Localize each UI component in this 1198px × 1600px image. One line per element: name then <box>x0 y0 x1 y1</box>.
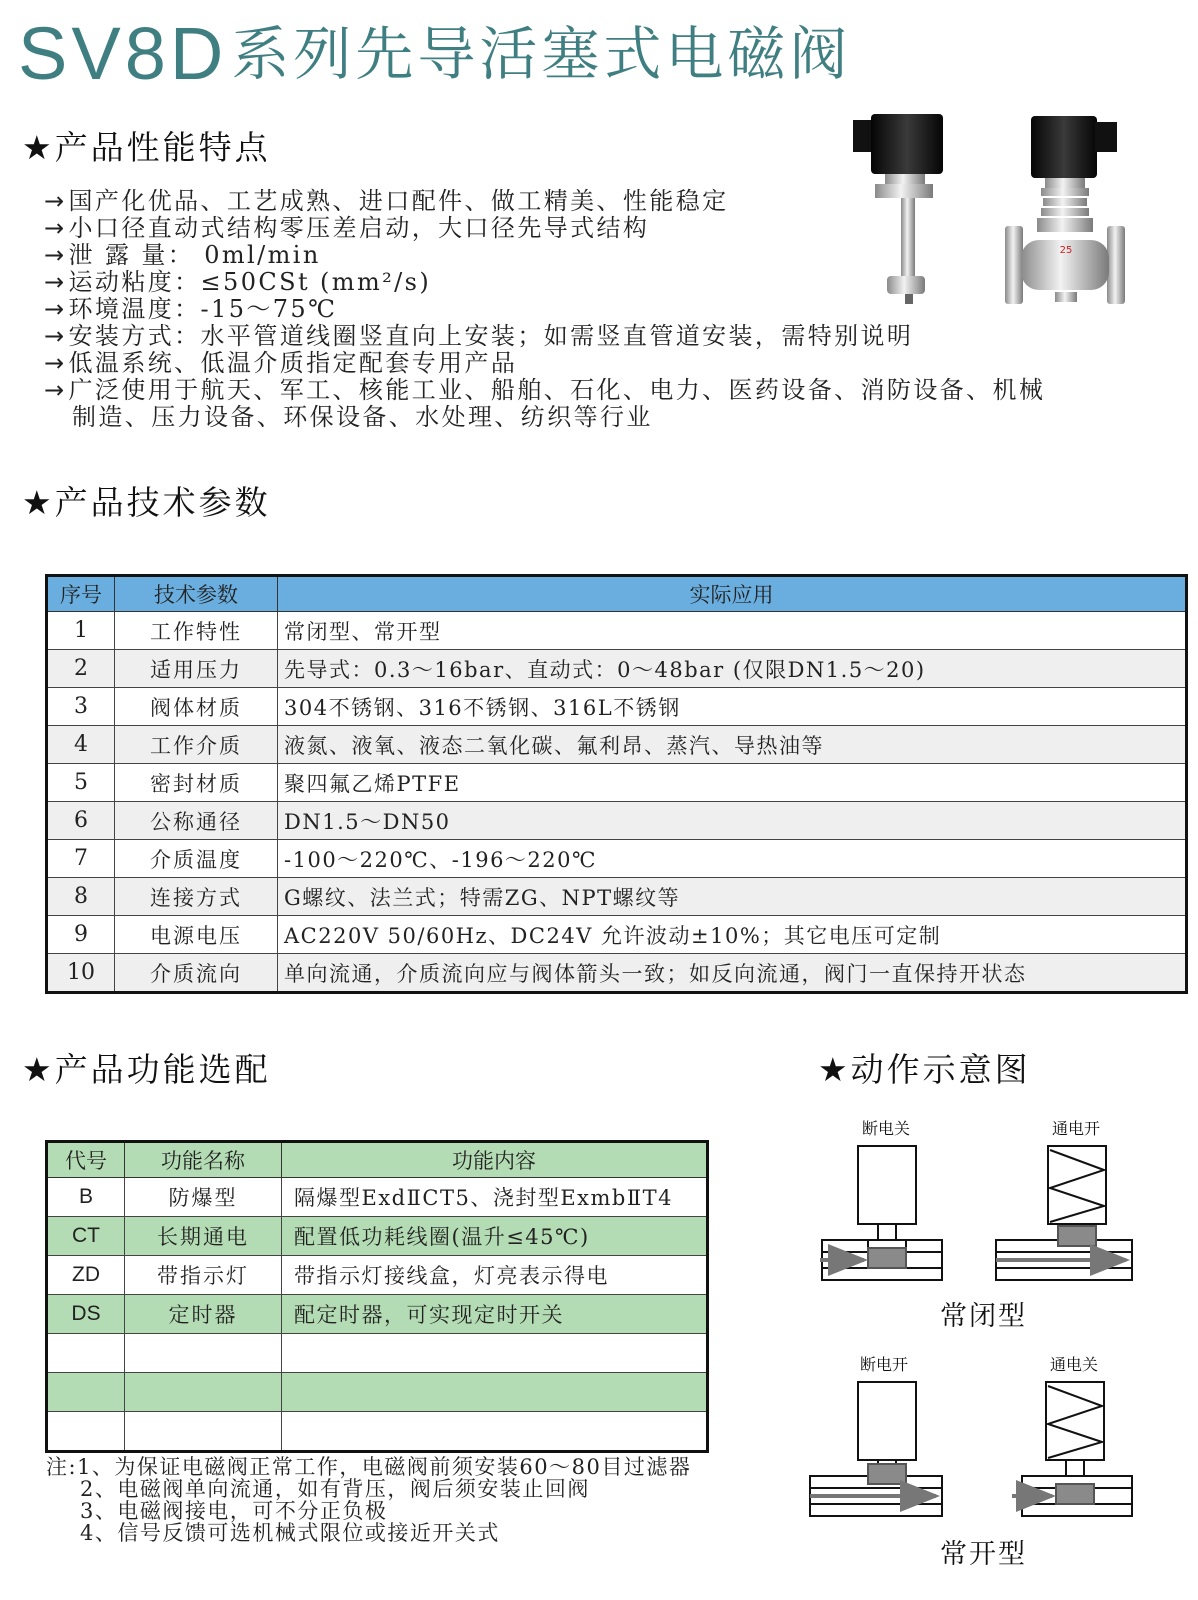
arrow-icon: → <box>44 187 67 215</box>
note-item: 3、电磁阀接电，可不分正负极 <box>80 1499 388 1523</box>
arrow-icon: → <box>44 376 67 404</box>
normally-closed-label: 常闭型 <box>940 1301 1027 1332</box>
section-features-heading: ★产品性能特点 <box>22 128 271 167</box>
table-row: 9 电源电压 AC220V 50/60Hz、DC24V 允许波动±10%；其它电压可定制 <box>47 916 1187 954</box>
arrow-icon: → <box>44 241 67 269</box>
feature-item-continuation: 制造、压力设备、环保设备、水处理、纺织等行业 <box>72 403 653 431</box>
table-row <box>47 1334 708 1373</box>
model-code: SV8D <box>18 12 228 95</box>
feature-item: →泄 露 量： 0ml/min <box>44 241 321 269</box>
table-row <box>47 1373 708 1412</box>
col-header-code: 代号 <box>47 1142 125 1178</box>
no-off-label: 断电开 <box>860 1355 909 1374</box>
table-row: 7 介质温度 -100～220℃、-196～220℃ <box>47 840 1187 878</box>
table-row: 8 连接方式 G螺纹、法兰式；特需ZG、NPT螺纹等 <box>47 878 1187 916</box>
col-header-name: 功能名称 <box>125 1142 282 1178</box>
feature-item: →广泛使用于航天、军工、核能工业、船舶、石化、电力、医药设备、消防设备、机械 <box>44 376 1046 404</box>
table-row: B 防爆型 隔爆型ExdⅡCT5、浇封型ExmbⅡT4 <box>47 1178 708 1217</box>
table-row: CT 长期通电 配置低功耗线圈(温升≤45℃) <box>47 1217 708 1256</box>
table-row: ZD 带指示灯 带指示灯接线盒，灯亮表示得电 <box>47 1256 708 1295</box>
section-action-heading: ★动作示意图 <box>818 1050 1031 1089</box>
table-header-row <box>47 1142 708 1178</box>
feature-item: →安装方式：水平管道线圈竖直向上安装；如需竖直管道安装，需特别说明 <box>44 322 914 350</box>
nc-off-label: 断电关 <box>862 1119 911 1138</box>
nc-on-label: 通电开 <box>1052 1119 1101 1138</box>
options-table <box>45 1140 709 1453</box>
nc-off-diagram <box>820 1146 942 1280</box>
table-row: 1 工作特性 常闭型、常开型 <box>47 612 1187 650</box>
table-row: 3 阀体材质 304不锈钢、316不锈钢、316L不锈钢 <box>47 688 1187 726</box>
feature-item: →小口径直动式结构零压差启动，大口径先导式结构 <box>44 214 650 242</box>
feature-item: →运动粘度：≤50CSt (mm²/s) <box>44 268 432 296</box>
col-header-no: 序号 <box>47 576 115 612</box>
page-title <box>18 14 851 94</box>
table-row: DS 定时器 配定时器，可实现定时开关 <box>47 1295 708 1334</box>
col-header-desc: 功能内容 <box>282 1142 708 1178</box>
note-item: 4、信号反馈可选机械式限位或接近开关式 <box>80 1521 500 1545</box>
table-row <box>47 1412 708 1452</box>
series-name: 系列先导活塞式电磁阀 <box>231 20 852 88</box>
feature-item: →低温系统、低温介质指定配套专用产品 <box>44 349 518 377</box>
notes <box>46 1456 691 1544</box>
no-on-label: 通电关 <box>1050 1355 1099 1374</box>
no-on-diagram <box>1012 1382 1132 1516</box>
table-row: 2 适用压力 先导式：0.3～16bar、直动式：0～48bar (仅限DN1.5～20) <box>47 650 1187 688</box>
col-header-param: 技术参数 <box>115 576 278 612</box>
arrow-icon: → <box>44 295 67 323</box>
action-diagrams <box>800 1130 1160 1550</box>
table-row: 4 工作介质 液氮、液氧、液态二氧化碳、氟利昂、蒸汽、导热油等 <box>47 726 1187 764</box>
nc-on-diagram <box>996 1146 1132 1280</box>
arrow-icon: → <box>44 268 67 296</box>
table-header-row <box>47 576 1187 612</box>
feature-item: →国产化优品、工艺成熟、进口配件、做工精美、性能稳定 <box>44 187 729 215</box>
section-options-heading: ★产品功能选配 <box>22 1050 271 1089</box>
body-size-marking: 25 <box>1059 245 1073 256</box>
arrow-icon: → <box>44 214 67 242</box>
normally-open-label: 常开型 <box>940 1539 1027 1570</box>
table-row: 10 介质流向 单向流通，介质流向应与阀体箭头一致；如反向流通，阀门一直保持开状态 <box>47 954 1187 993</box>
table-row: 6 公称通径 DN1.5～DN50 <box>47 802 1187 840</box>
arrow-icon: → <box>44 349 67 377</box>
features-list <box>44 188 1174 431</box>
note-item: 2、电磁阀单向流通，如有背压，阀后须安装止回阀 <box>80 1477 590 1501</box>
note-item: 注:1、为保证电磁阀正常工作，电磁阀前须安装60～80目过滤器 <box>46 1455 692 1479</box>
no-off-diagram <box>810 1382 942 1516</box>
tech-params-table <box>45 574 1188 994</box>
arrow-icon: → <box>44 322 67 350</box>
section-tech-heading: ★产品技术参数 <box>22 483 271 522</box>
feature-item: →环境温度：-15～75℃ <box>44 295 338 323</box>
col-header-application: 实际应用 <box>278 576 1187 612</box>
table-row: 5 密封材质 聚四氟乙烯PTFE <box>47 764 1187 802</box>
